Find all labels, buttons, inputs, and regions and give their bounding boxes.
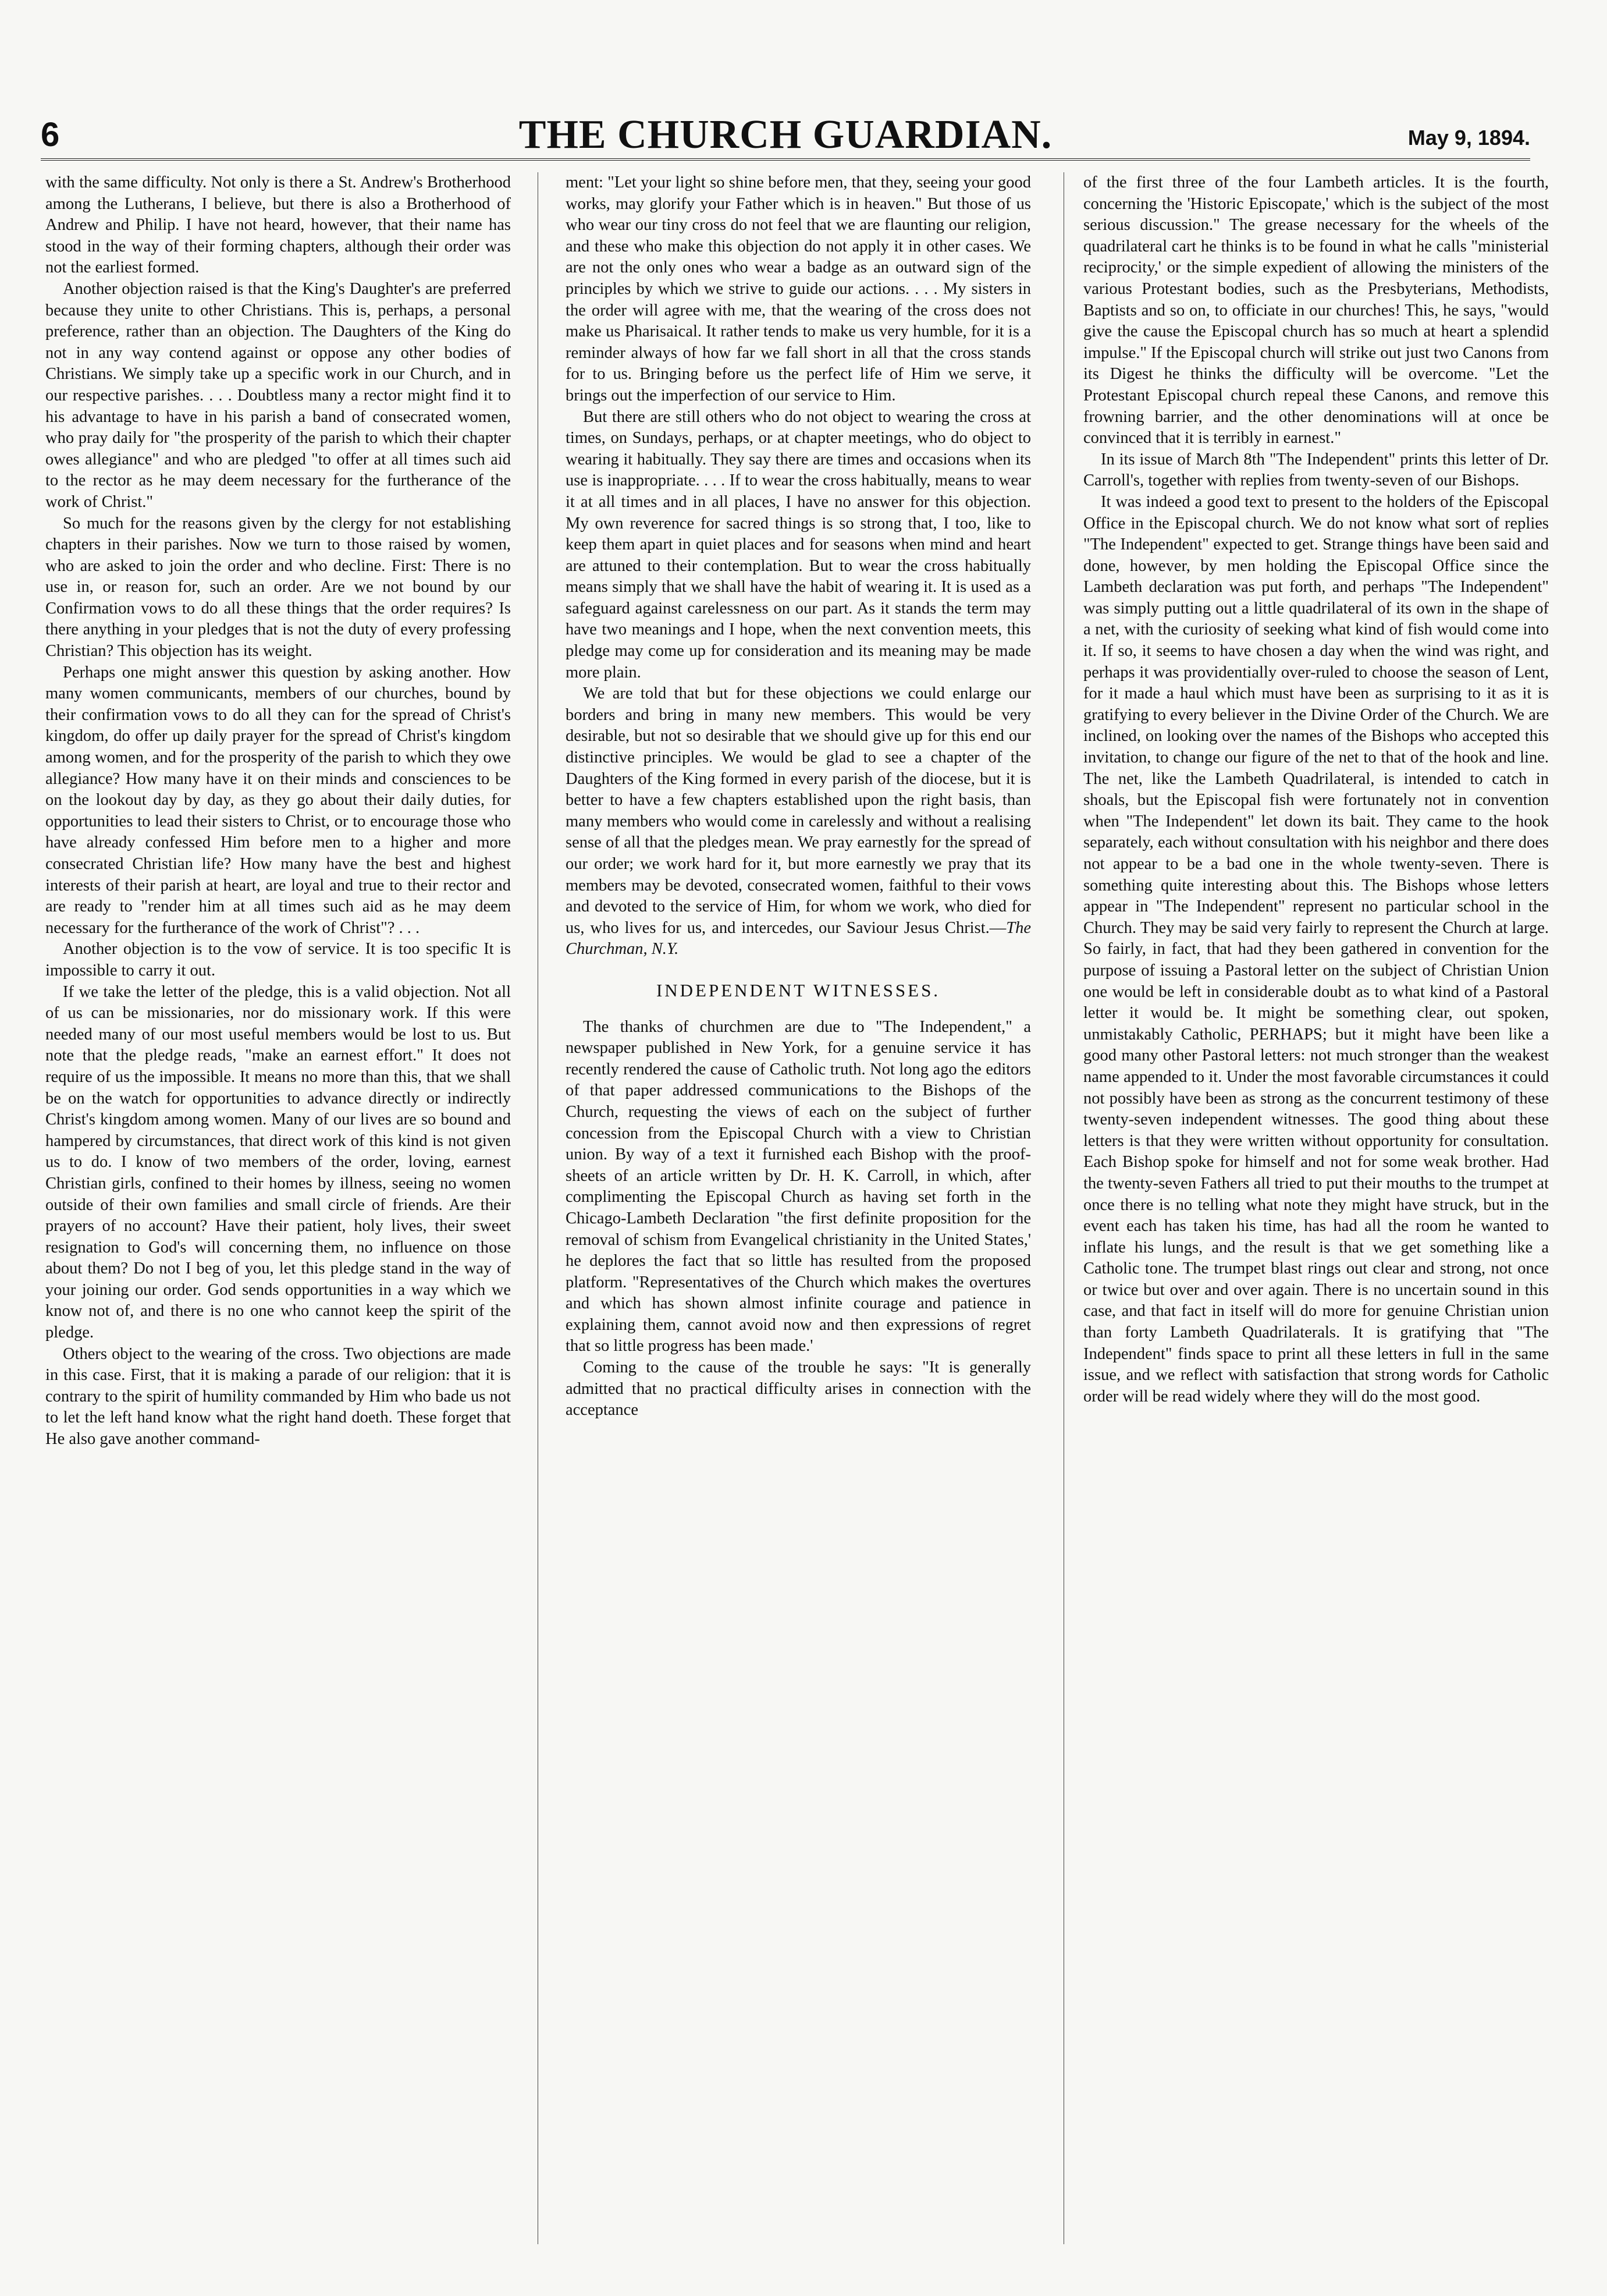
paragraph: of the first three of the four Lambeth articles. It is the fourth, concerning the 'Historic Episcopate,' which is the subject of the most serious discussion." The grease necessary for the wheels of the quadrilateral cart he thinks is to be found in what he calls "ministerial reciprocity,' or the simple expedient of allowing the ministers of the various Protestant bodies, such as the Presbyterians, Methodists, Baptists and so on, to officiate in our churches! This, he says, "would give the cause the Episcopal church has so much at heart a splendid impulse." If the Episcopal church will strike out just two Canons from its Digest he thinks the difficulty will be overcome. "Let the Protestant Episcopal church repeal these Canons, and remove this frowning barrier, and the other denominations will at once be convinced that it is terribly in earnest." (1083, 173, 1549, 448)
column-1 (45, 172, 511, 2244)
paragraph (566, 683, 1031, 960)
paragraph: Perhaps one might answer this question by asking another. How many women communicants, members of our churches, bound by their confirmation vows to do all they can for the spread of Christ's kingdom, do offer up daily prayer for the spread of Christ's kingdom among women, and for the prosperity of the parish to which they owe allegiance? How many have it on their minds and consciences to be on the lookout day by day, as they go about their daily duties, for opportunities to lead their sisters to Christ, or to encourage those who have already confessed Him before men to a higher and more consecrated Christian life? How many have the best and highest interests of their parish at heart, are loyal and true to their rector and are ready to "render him at all times such aid as he may deem necessary for the furtherance of the work of Christ"? . . . (45, 663, 511, 937)
column-2 (566, 172, 1031, 2244)
paragraph: In its issue of March 8th "The Independent" prints this letter of Dr. Carroll's, together with replies from twenty-seven of our Bishops. (1083, 450, 1549, 490)
issue-date: May 9, 1894. (1407, 126, 1530, 150)
paragraph: Coming to the cause of the trouble he says: "It is generally admitted that no practical difficulty arises in connection with the acceptance (566, 1358, 1031, 1420)
masthead-rule (41, 158, 1530, 161)
paragraph: with the same difficulty. Not only is there a St. Andrew's Brotherhood among the Lutherans, I believe, but there is also a Brotherhood of Andrew and Philip. I have not heard, however, that their name has stood in the way of their forming chapters, although their order was not the earliest formed. (45, 173, 511, 277)
section-heading: INDEPENDENT WITNESSES. (656, 980, 941, 1000)
page-number: 6 (41, 116, 60, 154)
paragraph: It was indeed a good text to present to the holders of the Episcopal Office in the Episcopal church. We do not know what sort of replies "The Independent" expected to get. Strange things have been said and done, however, by men holding the Episcopal Office since the Lambeth declaration was put forth, and perhaps "The Independent" was simply putting out a little quadrilateral of its own in the shape of a net, with the curiosity of seeking what kind of fish would come into it. If so, it seems to have chosen a day when the wind was right, and perhaps it was providentially over-ruled to choose the season of Lent, for it made a haul which must have been as surprising to it as it is gratifying to every believer in the Divine Order of the Church. We are inclined, on looking over the names of the Bishops who accepted this invitation, to change our figure of the net to that of the hook and line. The net, like the Lambeth Quadrilateral, is intended to catch in shoals, but the Episcopal fish were fortunately not in convention when "The Independent" let down its bait. They came to the hook separately, each without consultation with his neighbor and there does not appear to be a bad one in the whole twenty-seven. There is something quite interesting about this. The Bishops whose letters appear in "The Independent" represent no particular school in the Church. They may be said very fairly to represent the Church at large. So fairly, in fact, that had they been gathered in convention for the purpose of issuing a Pastoral letter on the subject of Christian Union one would be left in considerable doubt as to what kind of a Pastoral letter it would be. It might be something clear, out spoken, unmistakably Catholic, PERHAPS; but it might have been like a good many other Pastoral letters: not much stronger than the weakest name appended to it. Under the most favorable circumstances it could not possibly have been as strong as the concurrent testimony of these twenty-seven independent witnesses. The good thing about these letters is that they were written without opportunity for consultation. Each Bishop spoke for himself and not for some weak brother. Had the twenty-seven Fathers all tried to put their mouths to the trumpet at once there is no telling what note they might have struck, but in the event each has taken his time, has had all the room he wanted to inflate his lungs, and the result is that we get something like a Catholic tone. The trumpet blast rings out clear and strong, not once or twice but over and over again. There is no uncertain sound in this case, and that fact in itself will do more for genuine Christian union than forty Lambeth Quadrilaterals. It is gratifying that "The Independent" finds space to print all these letters in full in the same issue, and we reflect with satisfaction that strong words for Catholic order will be read widely where they will do the most good. (1083, 492, 1549, 1406)
newspaper-title: THE CHURCH GUARDIAN. (518, 112, 1053, 157)
paragraph-text: We are told that but for these objections we could enlarge our borders and bring in many new members. This would be very desirable, but not so desirable that we should give up for this end our distinctive principles. We would be glad to see a chapter of the Daughters of the King formed in every parish of the diocese, but it is better to have a few chapters established upon the right basis, than many members who would come in carelessly and without a realising sense of all that the pledges mean. We pray earnestly for the spread of our order; we work hard for it, but more earnestly we pray that its members may be devoted, consecrated women, faithful to their vows and devoted to the service of Him, for whom we work, who died for us, who lives for us, and intercedes, our Saviour Jesus Christ.— (566, 684, 1031, 937)
masthead (41, 112, 1530, 158)
source-credit: The Churchman, N.Y. (566, 918, 1031, 959)
column-3 (1083, 172, 1549, 2244)
paragraph: Others object to the wearing of the cross. Two objections are made in this case. First, that it is making a parade of our religion: that it is contrary to the spirit of humility commanded by Him who bade us not to let the left hand know what the right hand doeth. These forget that He also gave another command- (45, 1344, 511, 1449)
paragraph: ment: "Let your light so shine before men, that they, seeing your good works, may glorify your Father which is in heaven." But those of us who wear our tiny cross do not feel that we are flaunting our religion, and these who make this objection do not apply it in other cases. We are not the only ones who wear a badge as an outward sign of the principles by which we strive to guide our actions. . . . My sisters in the order will agree with me, that the wearing of the cross does not make us Pharisaical. It rather tends to make us very humble, for it is a reminder always of how far we fall short in all that the cross stands for to us. Bringing before us the perfect life of Him we serve, it brings out the imperfection of our service to Him. (566, 173, 1031, 404)
paragraph: So much for the reasons given by the clergy for not establishing chapters in their parishes. Now we turn to those raised by women, who are asked to join the order and who decline. First: There is no use in, or reason for, such an order. Are we not bound by our Confirmation vows to do all these things that the order requires? Is there anything in your pledges that is not the duty of every professing Christian? This objection has its weight. (45, 514, 511, 661)
paragraph: But there are still others who do not object to wearing the cross at times, on Sundays, perhaps, or at chapter meetings, who do object to wearing it habitually. They say there are times and occasions when its use is inappropriate. . . . If to wear the cross habitually, means to wear it at all times and in all places, I have no answer for this objection. My own reverence for sacred things is so strong that, I too, like to keep them apart in quiet places and for seasons when mind and heart are attuned to their contemplation. But to wear the cross habitually means simply that we shall have the habit of wearing it. It is used as a safeguard against carelessness on our part. As it stands the term may have two meanings and I hope, when the next convention meets, this pledge may come up for consideration and its meaning may be made more plain. (566, 407, 1031, 682)
paragraph: The thanks of churchmen are due to "The Independent," a newspaper published in New York, for a genuine service it has recently rendered the cause of Catholic truth. Not long ago the editors of that paper addressed communications to the Bishops of the Church, requesting the views of each on the subject of further concession from the Episcopal Church with a view to Christian union. By way of a text it furnished each Bishop with the proof-sheets of an article written by Dr. H. K. Carroll, in which, after complimenting the Episcopal Church as having set forth in the Chicago-Lambeth Declaration "the first definite proposition for the removal of schism from Evangelical christianity in the United States,' he deplores the fact that so little has resulted from the proposed platform. "Representatives of the Church which makes the overtures and which has shown almost infinite courage and patience in explaining them, cannot avoid now and then expressions of regret that so little progress has been made.' (566, 1017, 1031, 1355)
paragraph: Another objection is to the vow of service. It is too specific It is impossible to carry it out. (45, 940, 511, 980)
paragraph: Another objection raised is that the King's Daughter's are preferred because they unite to other Christians. This is, perhaps, a personal preference, rather than an objection. The Daughters of the King do not in any way contend against or oppose any other bodies of Christians. We simply take up a specific work in our Church, and in our respective parishes. . . . Doubtless many a rector might find it to his advantage to have in his parish a band of consecrated women, who pray daily for "the prosperity of the parish to which their chapter owes allegiance" and who are pledged "to offer at all times such aid to the rector as he may deem necessary for the furtherance of the work of Christ." (45, 279, 511, 511)
paragraph: If we take the letter of the pledge, this is a valid objection. Not all of us can be missionaries, nor do missionary work. If this were needed many of our most useful members would be lost to us. But note that the pledge reads, "make an earnest effort." It does not require of us the impossible. It means no more than this, that we shall be on the watch for opportunities to advance directly or indirectly Christ's kingdom among women. Many of our lives are so bound and hampered by circumstances, that direct work of this kind is not given us to do. I know of two members of the order, loving, earnest Christian girls, confined to their homes by illness, seeing no women outside of their own families and small circle of friends. Are their prayers of no account? Have their patient, holy lives, their sweet resignation to God's will concerning them, no influence on those about them? Do not I beg of you, let this pledge stand in the way of your joining our order. God sends opportunities in a way which we know not of, and there is no one who cannot keep the spirit of the pledge. (45, 982, 511, 1342)
